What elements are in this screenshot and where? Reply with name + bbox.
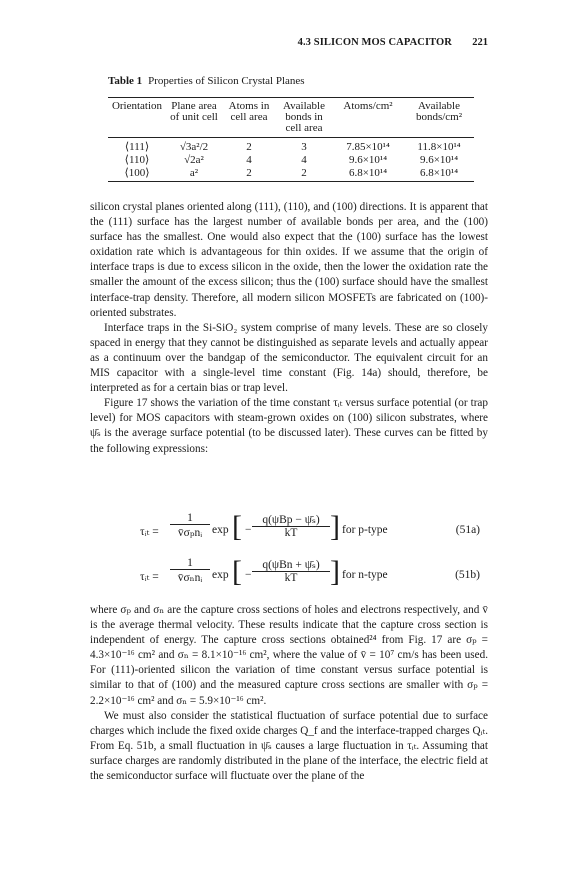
exponent-denominator: kT bbox=[284, 572, 298, 584]
exponent-fraction bbox=[252, 557, 330, 584]
body-text-lower bbox=[90, 603, 488, 784]
section-title: 4.3 SILICON MOS CAPACITOR bbox=[297, 37, 452, 48]
table-cell: ⟨111⟩ bbox=[124, 140, 150, 153]
table-cell: 6.8×10¹⁴ bbox=[404, 167, 474, 182]
col-header: Atoms/cm² bbox=[332, 98, 404, 138]
exponent-numerator: q(ψBn + ψ̄ₛ) bbox=[252, 557, 330, 572]
table-cell: 6.8×10¹⁴ bbox=[332, 167, 404, 182]
coefficient-denominator: v̄σₙnᵢ bbox=[177, 572, 203, 584]
page-number: 221 bbox=[472, 37, 488, 48]
equation-number: (51a) bbox=[455, 524, 480, 536]
col-header: Atoms in cell area bbox=[222, 98, 276, 138]
coefficient-fraction bbox=[170, 557, 210, 584]
equation-lhs: τᵢₜ = bbox=[140, 571, 159, 583]
crystal-planes-table bbox=[108, 97, 474, 182]
equation-51a bbox=[90, 512, 488, 552]
coefficient-numerator: 1 bbox=[170, 512, 210, 525]
exponent-sign: − bbox=[245, 524, 252, 536]
table-cell: 9.6×10¹⁴ bbox=[419, 153, 459, 166]
paragraph: We must also consider the statistical fluctuation of surface potential due to surface charges which include the fixed oxide charges Q_f and the interface-trapped charges Qᵢₜ. From Eq. 51b, a small fluctuation in ψ̄ₛ causes a large fluctuation in τᵢₜ. Assuming that surface charges are randomly distributed in the plane of the interface, the electric field at the semiconductor surface will fluctuate over the plane of the bbox=[90, 709, 488, 783]
equation-condition: for p-type bbox=[342, 524, 388, 536]
col-header: Available bonds in cell area bbox=[276, 98, 332, 138]
table-cell: 4 bbox=[246, 153, 252, 166]
table-cell: a² bbox=[166, 167, 222, 182]
coefficient-fraction bbox=[170, 512, 210, 539]
left-bracket-glyph: [ bbox=[232, 510, 242, 543]
coefficient-numerator: 1 bbox=[170, 557, 210, 570]
equation-number: (51b) bbox=[455, 569, 480, 581]
table-row bbox=[108, 167, 474, 182]
col-header: Orientation bbox=[108, 98, 166, 138]
table-cell: √2a² bbox=[184, 153, 204, 166]
table-cell: 2 bbox=[222, 167, 276, 182]
table-cell: 2 bbox=[246, 140, 252, 153]
equation-51b bbox=[90, 557, 488, 597]
col-header: Available bonds/cm² bbox=[404, 98, 474, 138]
table-caption bbox=[108, 75, 305, 87]
exponent-fraction bbox=[252, 512, 330, 539]
exponent-numerator: q(ψBp − ψ̄ₛ) bbox=[252, 512, 330, 527]
col-header: Plane area of unit cell bbox=[166, 98, 222, 138]
table-cell: 4 bbox=[301, 153, 307, 166]
table-cell: √3a²/2 bbox=[179, 140, 209, 153]
right-bracket-glyph: ] bbox=[330, 555, 340, 588]
table-cell: 7.85×10¹⁴ bbox=[346, 140, 390, 153]
table-title: Properties of Silicon Crystal Planes bbox=[148, 75, 305, 87]
table-label: Table 1 bbox=[108, 75, 143, 87]
paragraph: where σₚ and σₙ are the capture cross sections of holes and electrons respectively, and v̄ is the average thermal velocity. These results indicate that the capture cross section is independent of energy. The capture cross sections obtained²⁴ from Fig. 17 are σₚ = 4.3×10⁻¹⁶ cm² and σₙ = 8.1×10⁻¹⁶ cm², where the value of v̄ = 10⁷ cm/s has been used. For (111)-oriented silicon the variation of time constant versus surface potential is similar to that of (100) and the measured capture cross sections are smaller with σₚ = 2.2×10⁻¹⁶ cm² and σₙ = 5.9×10⁻¹⁶ cm². bbox=[90, 604, 488, 707]
exp-function: exp bbox=[212, 569, 229, 581]
coefficient-denominator: v̄σₚnᵢ bbox=[177, 527, 203, 539]
table-cell: ⟨110⟩ bbox=[124, 153, 150, 166]
table-row bbox=[108, 138, 474, 155]
paragraph: Figure 17 shows the variation of the time constant τᵢₜ versus surface potential (or trap level) for MOS capacitors with steam-grown oxides on (100) silicon substrates, where ψ̄ₛ is the average surface potential (to be discussed later). These curves can be fitted by the following expressions: bbox=[90, 397, 488, 455]
table-row bbox=[108, 154, 474, 167]
table-header-row bbox=[108, 98, 474, 138]
paragraph: silicon crystal planes oriented along (111), (110), and (100) directions. It is apparent that the (111) surface has the largest number of available bonds per area, and the (100) surface has the smallest. One would also expect that the (100) surface has the lowest oxidation rate which is advantageous for thin oxides. If we assume that the origin of interface traps is due to excess silicon in the oxide, then the lower the oxidation rate the smaller the amount of the excess silicon; thus the (100) surface should have the smallest interface-trap density. Therefore, all modern silicon MOSFETs are fabricated on (100)-oriented substrates. bbox=[90, 201, 488, 319]
exp-function: exp bbox=[212, 524, 229, 536]
table-cell: 11.8×10¹⁴ bbox=[417, 140, 461, 153]
paragraph: Interface traps in the Si-SiO₂ system comprise of many levels. These are so closely spaced in energy that they cannot be distinguished as separate levels and actually appear as a continuum over the bandgap of the semiconductor. The equivalent circuit for an MIS capacitor with a single-level time constant (Fig. 14a) should, therefore, be interpreted as for a certain bias or trap level. bbox=[90, 321, 488, 395]
body-text-upper bbox=[90, 200, 488, 457]
running-header bbox=[90, 37, 488, 53]
table-cell: 9.6×10¹⁴ bbox=[348, 153, 388, 166]
exponent-denominator: kT bbox=[284, 527, 298, 539]
equation-condition: for n-type bbox=[342, 569, 388, 581]
exponent-sign: − bbox=[245, 569, 252, 581]
right-bracket-glyph: ] bbox=[330, 510, 340, 543]
table-cell: 2 bbox=[276, 167, 332, 182]
equation-lhs: τᵢₜ = bbox=[140, 526, 159, 538]
left-bracket-glyph: [ bbox=[232, 555, 242, 588]
table-cell: 3 bbox=[301, 140, 307, 153]
table-cell: ⟨100⟩ bbox=[108, 167, 166, 182]
